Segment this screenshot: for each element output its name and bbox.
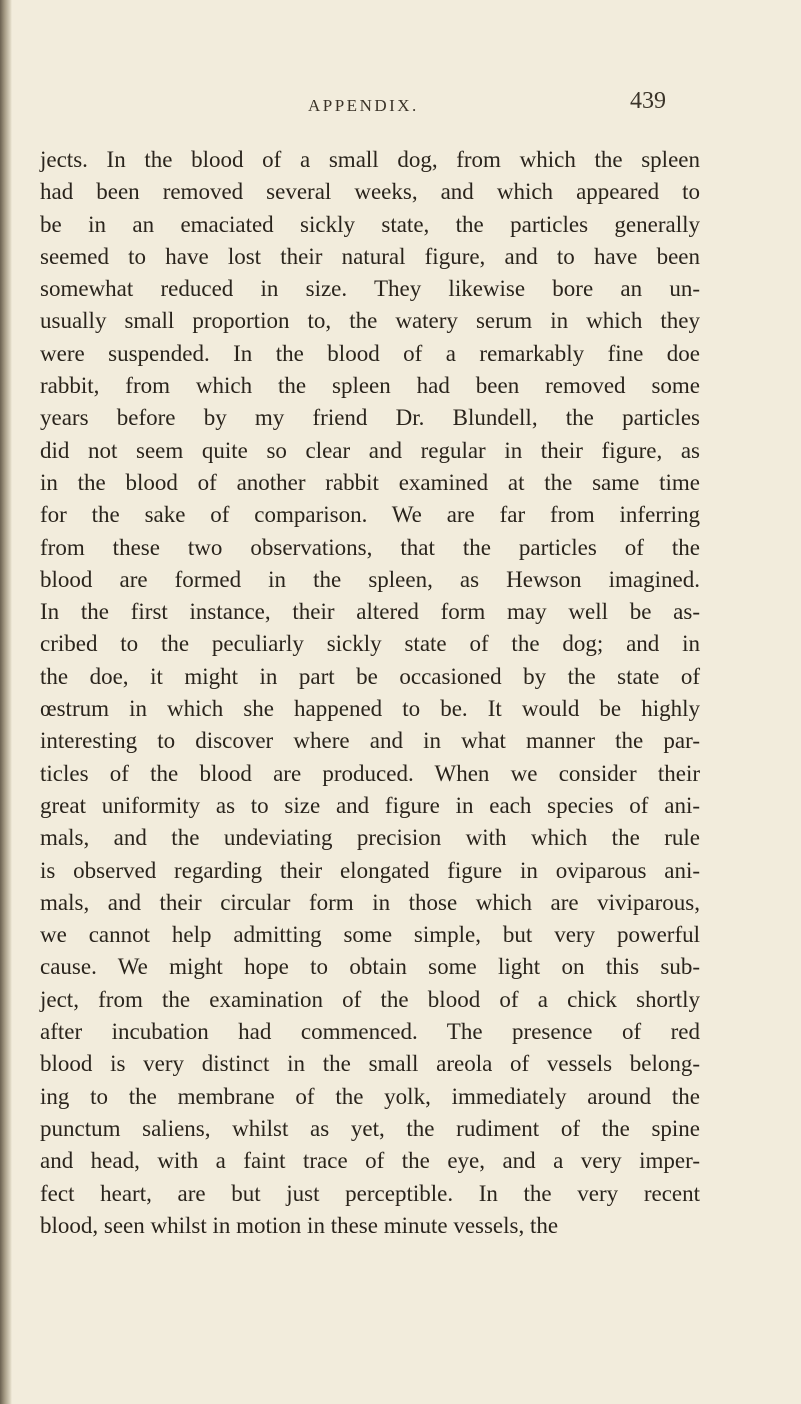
text-line: blood, seen whilst in motion in these minute vessels, the xyxy=(40,1212,559,1238)
text-line: blood is very distinct in the small areola of vessels belong- xyxy=(40,1051,700,1077)
text-line: did not seem quite so clear and regular in their figure, as xyxy=(40,437,700,463)
text-line: great uniformity as to size and figure in each species of ani- xyxy=(40,792,700,818)
text-line: the doe, it might in part be occasioned by the state of xyxy=(40,663,700,689)
text-line: and head, with a faint trace of the eye, and a very imper- xyxy=(40,1148,700,1174)
text-line: blood are formed in the spleen, as Hewson imagined. xyxy=(40,566,700,592)
text-line: for the sake of comparison. We are far from inferring xyxy=(40,502,700,528)
text-line: In the first instance, their altered form may well be as- xyxy=(40,599,700,625)
body-text xyxy=(40,144,700,1242)
text-line: mals, and the undeviating precision with which the rule xyxy=(40,825,700,851)
text-line: mals, and their circular form in those which are viviparous, xyxy=(40,889,700,915)
text-line: rabbit, from which the spleen had been removed some xyxy=(40,373,700,399)
running-head xyxy=(0,88,801,128)
page-gutter-shadow xyxy=(0,0,12,1404)
running-title: APPENDIX. xyxy=(308,96,419,115)
text-line: cribed to the peculiarly sickly state of the dog; and in xyxy=(40,631,700,657)
text-line: somewhat reduced in size. They likewise bore an un- xyxy=(40,276,700,302)
text-line: seemed to have lost their natural figure, and to have been xyxy=(40,243,700,269)
text-line: years before by my friend Dr. Blundell, the particles xyxy=(40,405,700,431)
text-line: we cannot help admitting some simple, but very powerful xyxy=(40,922,700,948)
text-line: ticles of the blood are produced. When we consider their xyxy=(40,760,700,786)
text-line: ject, from the examination of the blood of a chick shortly xyxy=(40,986,700,1012)
text-line: jects. In the blood of a small dog, from which the spleen xyxy=(40,147,700,172)
text-line: after incubation had commenced. The presence of red xyxy=(40,1019,700,1045)
text-line: is observed regarding their elongated figure in oviparous ani- xyxy=(40,857,700,883)
text-line: cause. We might hope to obtain some light on this sub- xyxy=(40,954,700,980)
text-line: had been removed several weeks, and which appeared to xyxy=(40,179,700,205)
text-line: fect heart, are but just perceptible. In the very recent xyxy=(40,1180,700,1206)
text-line: from these two observations, that the particles of the xyxy=(40,534,700,560)
text-line: punctum saliens, whilst as yet, the rudiment of the spine xyxy=(40,1115,700,1141)
text-line: in the blood of another rabbit examined at the same time xyxy=(40,469,700,495)
text-line: interesting to discover where and in what manner the par- xyxy=(40,728,700,754)
text-line: œstrum in which she happened to be. It would be highly xyxy=(40,696,700,722)
text-line: ing to the membrane of the yolk, immediately around the xyxy=(40,1083,700,1109)
text-line: be in an emaciated sickly state, the particles generally xyxy=(40,211,700,237)
text-line: were suspended. In the blood of a remarkably fine doe xyxy=(40,340,700,366)
text-line: usually small proportion to, the watery serum in which they xyxy=(40,308,700,334)
page-number: 439 xyxy=(630,88,666,114)
